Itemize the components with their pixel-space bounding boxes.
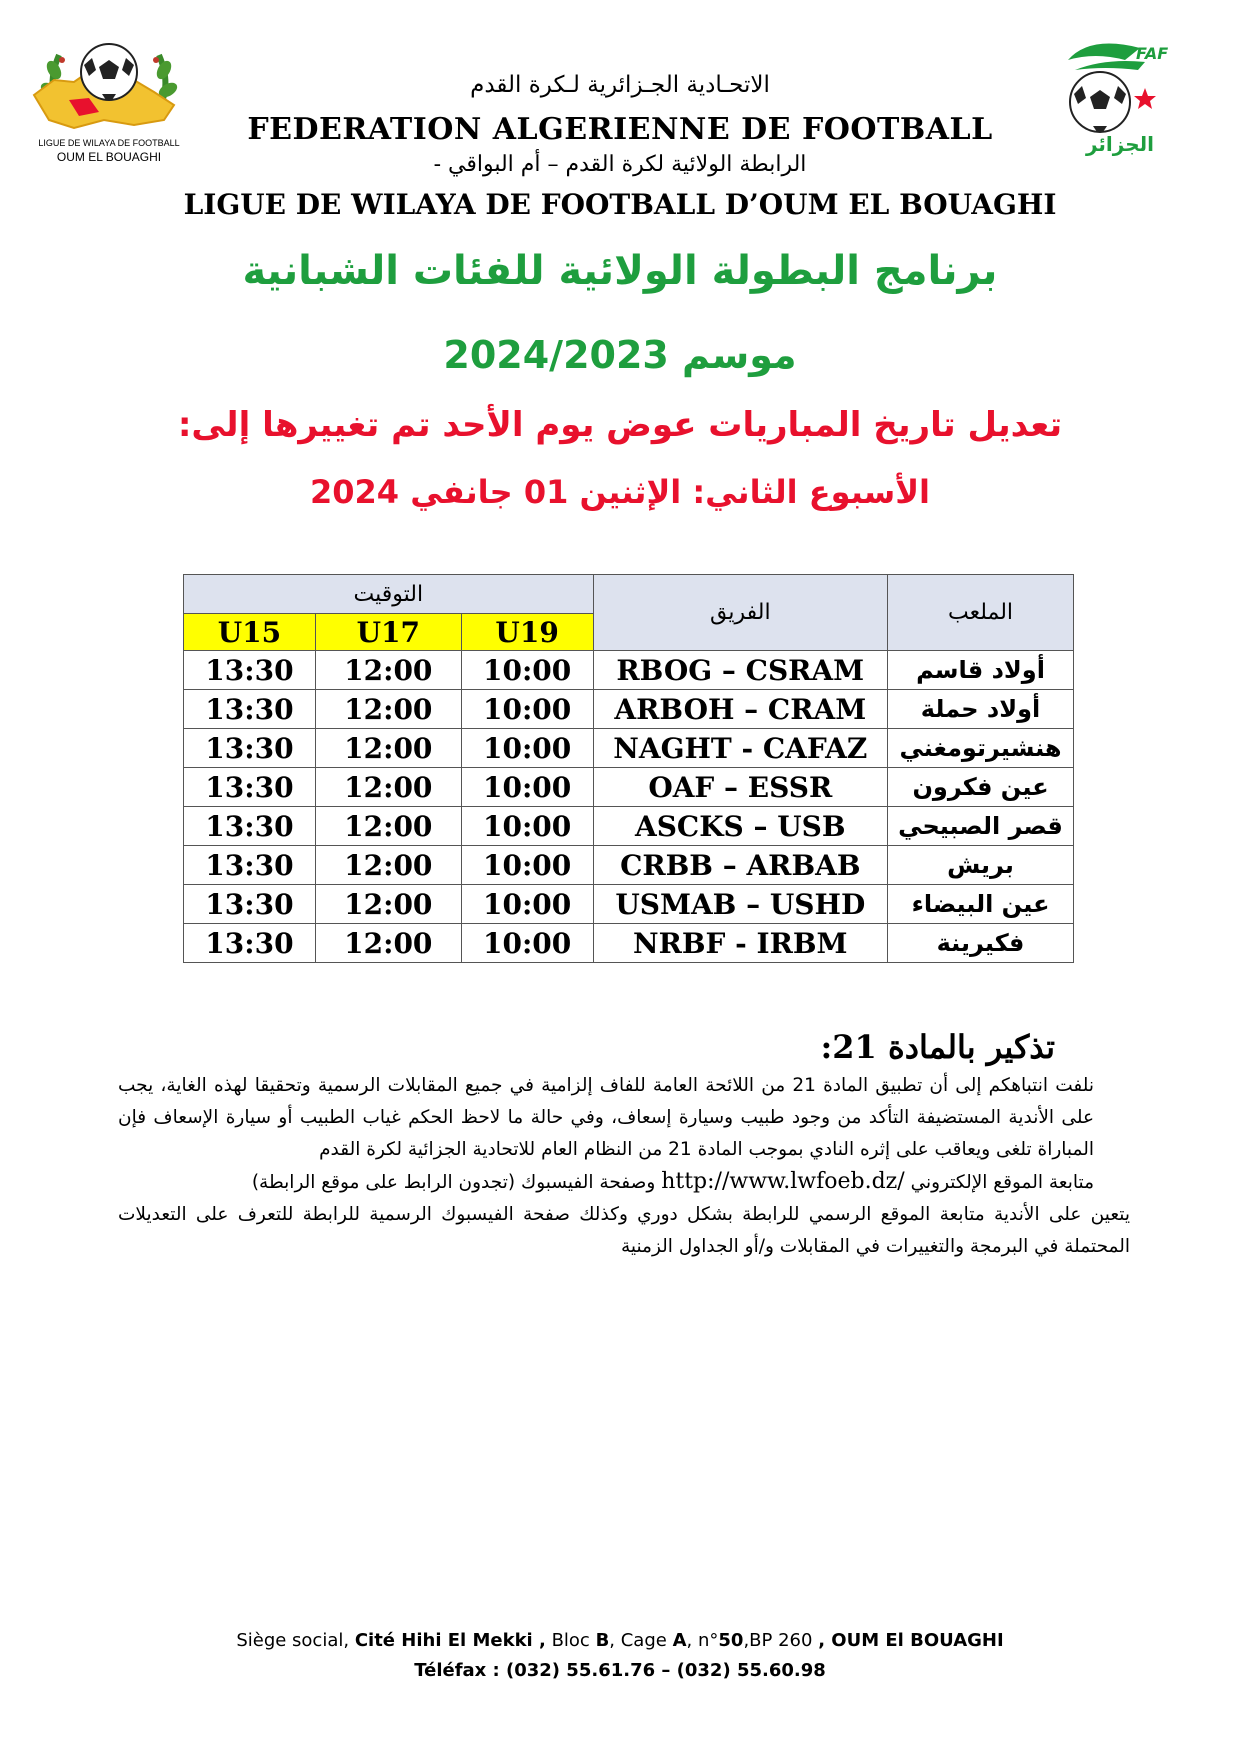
- footer-bp: ,BP 260: [743, 1630, 813, 1651]
- stadium: قصر الصبيحي: [888, 807, 1074, 846]
- u15-header: U15: [184, 614, 316, 651]
- reminder-paragraph-3: يتعين على الأندية متابعة الموقع الرسمي للرابطة بشكل دوري وكذلك صفحة الفيسبوك الرسمية للرابطة للتعرف على التعديلات المحتملة في البرمجة والتغييرات في المقابلات و/أو الجداول الزمنية: [118, 1204, 1130, 1257]
- u17-time: 12:00: [315, 846, 461, 885]
- schedule-table: [183, 574, 1074, 963]
- stadium: عين فكرون: [888, 768, 1074, 807]
- table-row: [184, 924, 1074, 963]
- u19-time: 10:00: [461, 885, 593, 924]
- table-header-row: [184, 575, 1074, 614]
- time-header: التوقيت: [184, 575, 594, 614]
- table-row: [184, 807, 1074, 846]
- table-row: [184, 651, 1074, 690]
- table-row: [184, 846, 1074, 885]
- u15-time: 13:30: [184, 924, 316, 963]
- match-teams: OAF – ESSR: [593, 768, 887, 807]
- faf-logo: [1050, 30, 1190, 160]
- stadium: هنشيرتومغني: [888, 729, 1074, 768]
- u19-time: 10:00: [461, 690, 593, 729]
- footer-num-label: , n°: [686, 1630, 719, 1651]
- match-teams: NAGHT - CAFAZ: [593, 729, 887, 768]
- u15-time: 13:30: [184, 690, 316, 729]
- u19-header: U19: [461, 614, 593, 651]
- u19-time: 10:00: [461, 924, 593, 963]
- stadium: عين البيضاء: [888, 885, 1074, 924]
- u15-time: 13:30: [184, 846, 316, 885]
- reminder-body: [118, 1070, 1130, 1263]
- footer-label: Siège social,: [236, 1630, 350, 1651]
- footer-bloc-label: Bloc: [551, 1630, 590, 1651]
- match-teams: USMAB – USHD: [593, 885, 887, 924]
- reminder-paragraph-2: [118, 1166, 1130, 1199]
- u19-time: 10:00: [461, 846, 593, 885]
- header-fr-league: LIGUE DE WILAYA DE FOOTBALL D’OUM EL BOUAGHI: [183, 188, 1057, 221]
- header-ar-federation: الاتحـادية الجـزائرية لـكرة القدم: [470, 72, 770, 98]
- week-title: الأسبوع الثاني: الإثنين 01 جانفي 2024: [309, 473, 931, 511]
- league-logo: [14, 20, 204, 170]
- match-teams: CRBB – ARBAB: [593, 846, 887, 885]
- reminder-paragraph-1: نلفت انتباهكم إلى أن تطبيق المادة 21 من اللائحة العامة للفاف إلزامية في جميع المقابلات الرسمية وتحقيقا لهذه الغاية، يجب على الأندية المستضيفة التأكد من وجود طبيب وسيارة إسعاف، وفي حالة ما لاحظ الحكم غياب الطبيب أو سيارة الإسعاف فإن المباراة تلغى ويعاقب على إثره النادي بموجب المادة 21 من النظام العام للاتحادية الجزائية لكرة القدم: [118, 1075, 1095, 1160]
- faf-logo-ar: الجزائر: [1085, 132, 1155, 156]
- faf-logo-text: FAF: [1136, 44, 1169, 63]
- u17-time: 12:00: [315, 729, 461, 768]
- u19-time: 10:00: [461, 807, 593, 846]
- footer-cage: A: [672, 1630, 687, 1651]
- footer-telefax: Téléfax : (032) 55.61.76 – (032) 55.60.98: [414, 1660, 826, 1681]
- change-notice: تعديل تاريخ المباريات عوض يوم الأحد تم تغييرها إلى:: [177, 405, 1063, 445]
- team-header: الفريق: [593, 575, 887, 651]
- u19-time: 10:00: [461, 651, 593, 690]
- reminder-p2-before: متابعة الموقع الإلكتروني: [910, 1172, 1094, 1193]
- u15-time: 13:30: [184, 768, 316, 807]
- table-row: [184, 729, 1074, 768]
- match-teams: ASCKS – USB: [593, 807, 887, 846]
- stadium: بريش: [888, 846, 1074, 885]
- footer-addr: Cité Hihi El Mekki ,: [354, 1630, 546, 1651]
- u17-time: 12:00: [315, 924, 461, 963]
- reminder-title: تذكير بالمادة 21:: [820, 1028, 1055, 1066]
- footer-address: [120, 1630, 1120, 1651]
- u17-time: 12:00: [315, 885, 461, 924]
- footer-cage-label: , Cage: [609, 1630, 667, 1651]
- stadium: أولاد قاسم: [888, 651, 1074, 690]
- u19-time: 10:00: [461, 729, 593, 768]
- u17-time: 12:00: [315, 807, 461, 846]
- u15-time: 13:30: [184, 885, 316, 924]
- match-teams: NRBF - IRBM: [593, 924, 887, 963]
- match-teams: RBOG – CSRAM: [593, 651, 887, 690]
- u17-time: 12:00: [315, 690, 461, 729]
- u15-time: 13:30: [184, 807, 316, 846]
- footer-num: 50: [718, 1630, 744, 1651]
- season-title: موسم 2024/2023: [443, 333, 797, 377]
- u15-time: 13:30: [184, 651, 316, 690]
- table-row: [184, 768, 1074, 807]
- u17-time: 12:00: [315, 768, 461, 807]
- table-row: [184, 690, 1074, 729]
- footer-city: , OUM El BOUAGHI: [818, 1630, 1004, 1651]
- stadium-header: الملعب: [888, 575, 1074, 651]
- match-teams: ARBOH – CRAM: [593, 690, 887, 729]
- header-fr-federation: FEDERATION ALGERIENNE DE FOOTBALL: [247, 112, 993, 147]
- league-logo-line2: OUM EL BOUAGHI: [56, 150, 162, 164]
- stadium: فكيرينة: [888, 924, 1074, 963]
- website-link[interactable]: http://www.lwfoeb.dz/: [661, 1169, 905, 1194]
- header-ar-league: الرابطة الولائية لكرة القدم – أم البواقي -: [433, 152, 807, 177]
- reminder-p2-after: وصفحة الفيسبوك (تجدون الرابط على موقع الرابطة): [251, 1172, 656, 1193]
- footer-bloc: B: [595, 1630, 610, 1651]
- stadium: أولاد حملة: [888, 690, 1074, 729]
- u17-time: 12:00: [315, 651, 461, 690]
- table-row: [184, 885, 1074, 924]
- u19-time: 10:00: [461, 768, 593, 807]
- league-logo-line1: LIGUE DE WILAYA DE FOOTBALL: [38, 138, 180, 148]
- u15-time: 13:30: [184, 729, 316, 768]
- program-title: برنامج البطولة الولائية للفئات الشبانية: [242, 248, 998, 294]
- u17-header: U17: [315, 614, 461, 651]
